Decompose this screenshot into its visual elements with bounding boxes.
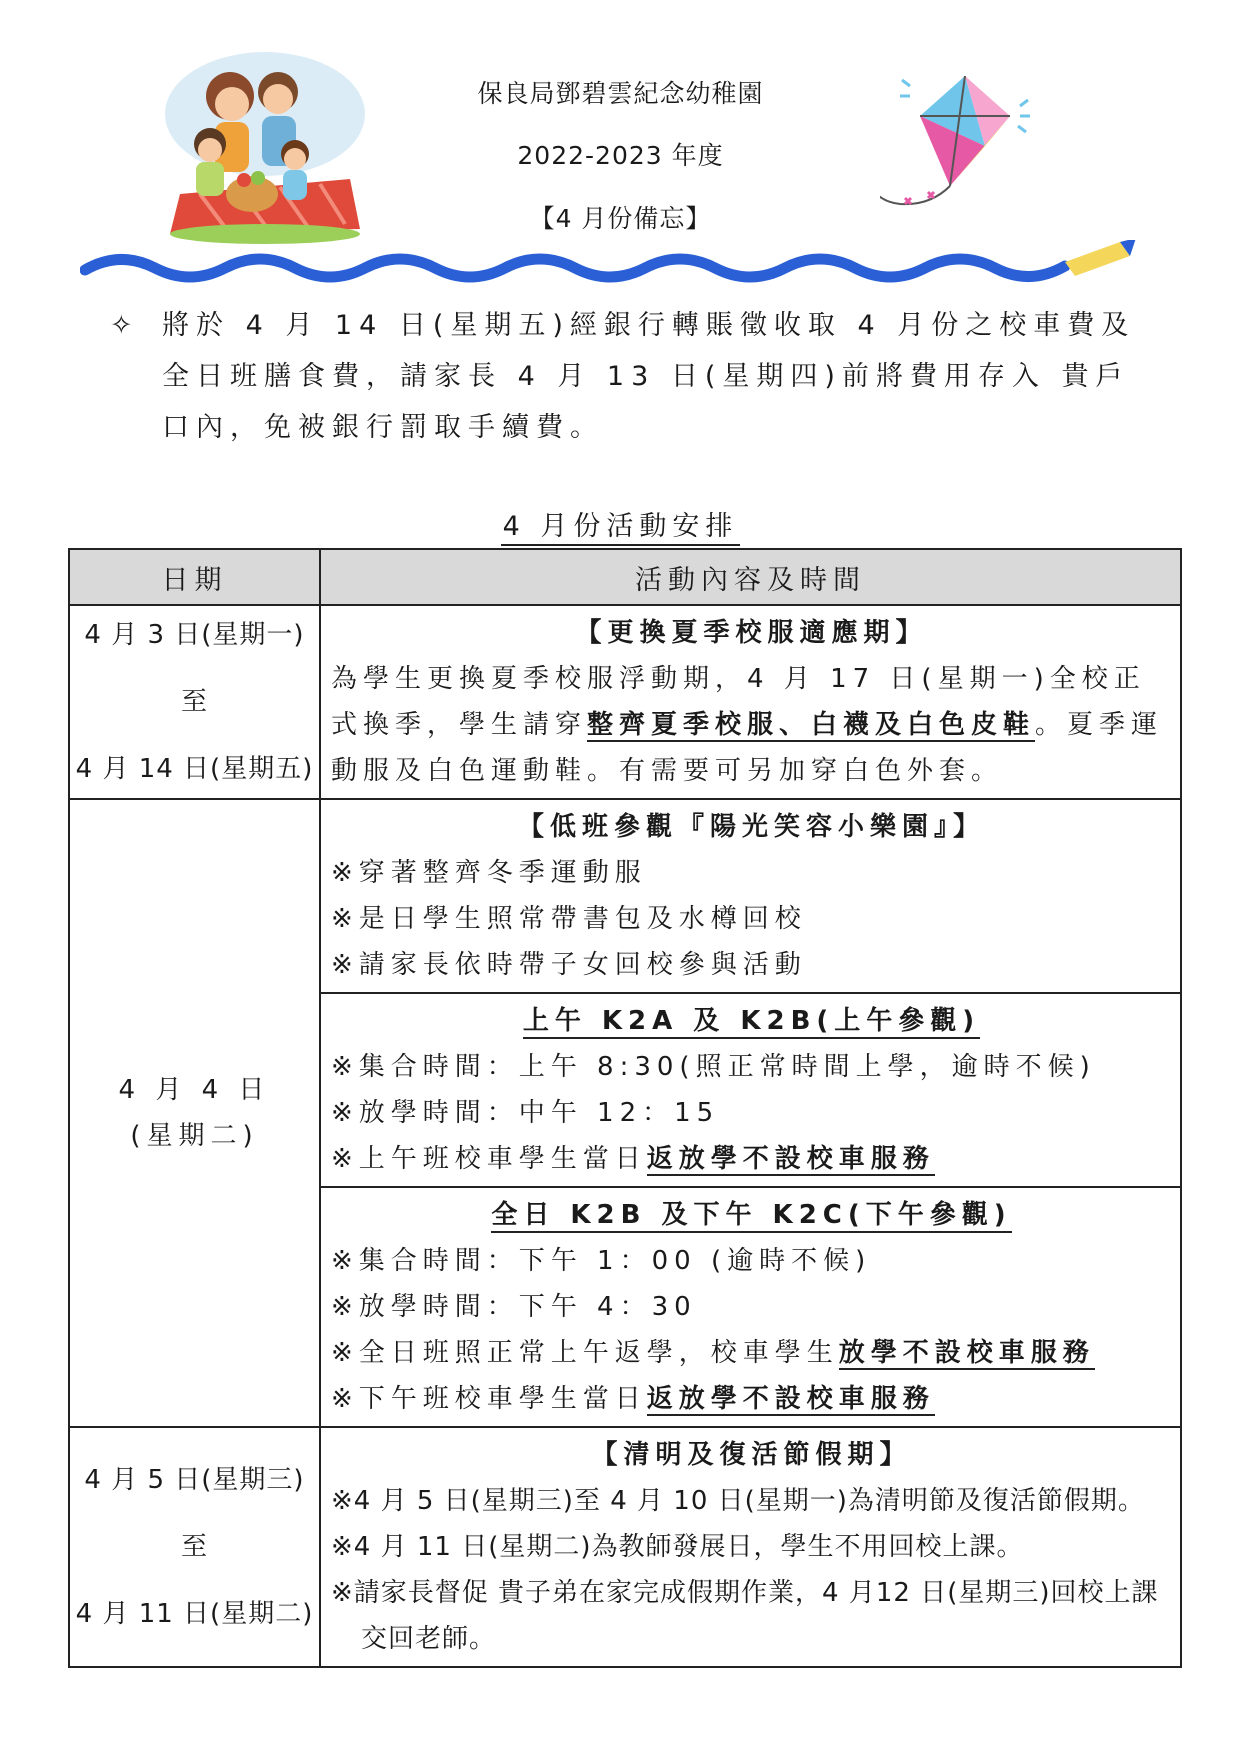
- list-item: ※集合時間：下午 1：00 (逾時不候): [331, 1246, 872, 1276]
- activities-table: [68, 548, 1182, 1668]
- academic-year: 2022-2023 年度: [517, 141, 724, 170]
- header-date: 日期: [69, 549, 320, 605]
- wavy-crayon-line: [80, 240, 1170, 288]
- activity-title: 上午 K2A 及 K2B(上午參觀): [331, 998, 1172, 1044]
- date-to-word: 至: [180, 1532, 208, 1562]
- section-title-text: 4 月份活動安排: [501, 511, 741, 546]
- activity-title: 【清明及復活節假期】: [591, 1440, 912, 1470]
- activity-title: 【低班參觀『陽光笑容小樂園』】: [517, 812, 985, 842]
- activity-text: 為學生更換夏季校服浮動期，4 月 17 日(星期一)全校正式換季，學生請穿整齊夏季校服、白襪及白色皮鞋。夏季運動服及白色運動鞋。有需要可另加穿白色外套。: [331, 664, 1164, 786]
- date-cell: [69, 799, 320, 1427]
- activity-cell: [320, 993, 1181, 1187]
- date-cell: [69, 1427, 320, 1667]
- activity-cell: [320, 605, 1181, 799]
- activity-cell: [320, 1427, 1181, 1667]
- list-item: ※集合時間：上午 8:30(照正常時間上學，逾時不候): [331, 1052, 1096, 1082]
- fee-notice: [110, 300, 1140, 453]
- activity-cell: [320, 1187, 1181, 1427]
- header-activity: 活動內容及時間: [320, 549, 1181, 605]
- table-row: [69, 799, 1181, 993]
- table-row: [69, 605, 1181, 799]
- date-from: 4 月 3 日(星期一): [84, 620, 305, 650]
- list-item: ※放學時間：下午 4：30: [331, 1292, 697, 1322]
- date-to-word: 至: [180, 687, 208, 717]
- list-item: ※4 月 11 日(星期二)為教師發展日，學生不用回校上課。: [331, 1532, 1024, 1562]
- table-header-row: [69, 549, 1181, 605]
- activity-title: 【更換夏季校服適應期】: [575, 618, 928, 648]
- date-to: 4 月 14 日(星期五): [75, 754, 314, 784]
- date-to: 4 月 11 日(星期二): [75, 1599, 314, 1629]
- list-item: ※放學時間：中午 12：15: [331, 1098, 720, 1128]
- date-cell: [69, 605, 320, 799]
- section-title: [0, 504, 1241, 543]
- memo-title: 【4 月份備忘】: [529, 204, 712, 233]
- table-row: [69, 1427, 1181, 1667]
- sparkle-icon: ✧: [110, 310, 140, 341]
- activity-cell: [320, 799, 1181, 993]
- date-line-2: (星期二): [130, 1121, 259, 1151]
- list-item: ※下午班校車學生當日返放學不設校車服務: [331, 1384, 935, 1414]
- list-item: ※穿著整齊冬季運動服: [331, 858, 647, 888]
- list-item: ※全日班照正常上午返學，校車學生放學不設校車服務: [331, 1338, 1095, 1368]
- list-item: ※請家長依時帶子女回校參與活動: [331, 950, 807, 980]
- date-line-1: 4 月 4 日: [118, 1075, 271, 1105]
- date-from: 4 月 5 日(星期三): [84, 1465, 305, 1495]
- list-item: ※是日學生照常帶書包及水樽回校: [331, 904, 807, 934]
- activity-title: 全日 K2B 及下午 K2C(下午參觀): [331, 1192, 1172, 1238]
- list-item: ※請家長督促 貴子弟在家完成假期作業，4 月12 日(星期三)回校上課交回老師。: [331, 1578, 1159, 1654]
- school-name: 保良局鄧碧雲紀念幼稚園: [477, 79, 764, 108]
- list-item: ※4 月 5 日(星期三)至 4 月 10 日(星期一)為清明節及復活節假期。: [331, 1486, 1145, 1516]
- fee-notice-text: 將於 4 月 14 日(星期五)經銀行轉賬徵收取 4 月份之校車費及全日班膳食費，請家長 4 月 13 日(星期四)前將費用存入 貴戶口內，免被銀行罰取手續費。: [162, 310, 1136, 443]
- uniform-requirement: 整齊夏季校服、白襪及白色皮鞋: [587, 710, 1036, 740]
- list-item: ※上午班校車學生當日返放學不設校車服務: [331, 1144, 935, 1174]
